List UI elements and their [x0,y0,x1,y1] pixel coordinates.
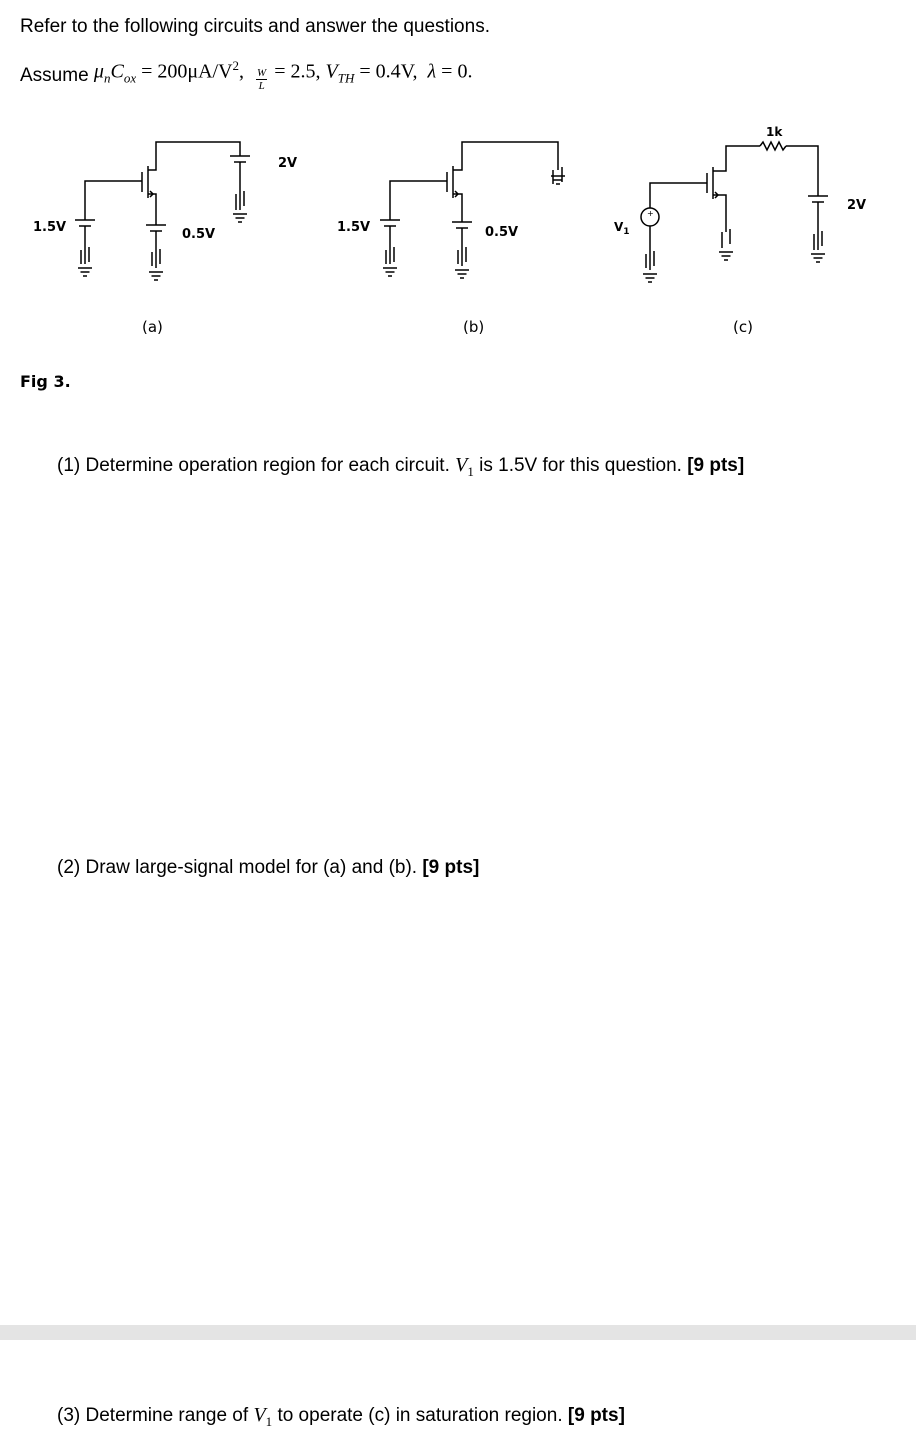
question-1-variable: $V_1$ [455,454,474,479]
question-1: (1) Determine operation region for each circuit. $V_1$ is 1.5V for this question. [9 pts] [57,454,745,479]
circuit-b-source-voltage: 0.5V [485,225,519,240]
page-divider [0,1325,916,1340]
circuit-c-supply-label: 2V [847,198,867,213]
circuit-b-gate-voltage: 1.5V [337,220,371,235]
circuit-c-plus-sign: + [647,209,654,218]
circuit-diagrams [0,110,916,350]
question-3-variable: $V_1$ [253,1404,273,1429]
question-3: (3) Determine range of $V_1$ to operate (c) in saturation region. [9 pts] [57,1404,625,1429]
assumption-line [20,58,472,94]
assumption-equation: $\mu_nC_{ox} = 200\mu A/V^2$, $\frac{W}{L}$ = 2.5, $V_{TH} = 0.4V$, λ = 0. [93,58,473,92]
circuit-a-source-voltage: 0.5V [182,227,216,242]
circuit-c-resistor-label: 1k [766,125,783,139]
question-1-points: [9 pts] [687,455,745,476]
question-3-points: [9 pts] [567,1405,625,1426]
question-2: (2) Draw large-signal model for (a) and (b). [9 pts] [57,857,480,878]
circuit-c-caption: (c) [733,318,753,336]
intro-text: Refer to the following circuits and answer the questions. [20,16,490,37]
circuit-b [380,142,565,278]
circuit-a-drain-voltage: 2V [278,156,298,171]
question-2-points: [9 pts] [422,857,480,878]
circuit-a-caption: (a) [142,318,163,336]
circuit-b-caption: (b) [463,318,485,336]
assume-label: Assume [20,64,89,86]
circuit-a [75,142,250,280]
figure-label: Fig 3. [20,372,71,391]
circuit-c-input-label: $V_1$ [614,220,630,237]
circuit-c [641,142,828,282]
circuit-a-gate-voltage: 1.5V [33,220,67,235]
w-over-l-fraction: $\frac{W}{L}$ [257,66,267,92]
